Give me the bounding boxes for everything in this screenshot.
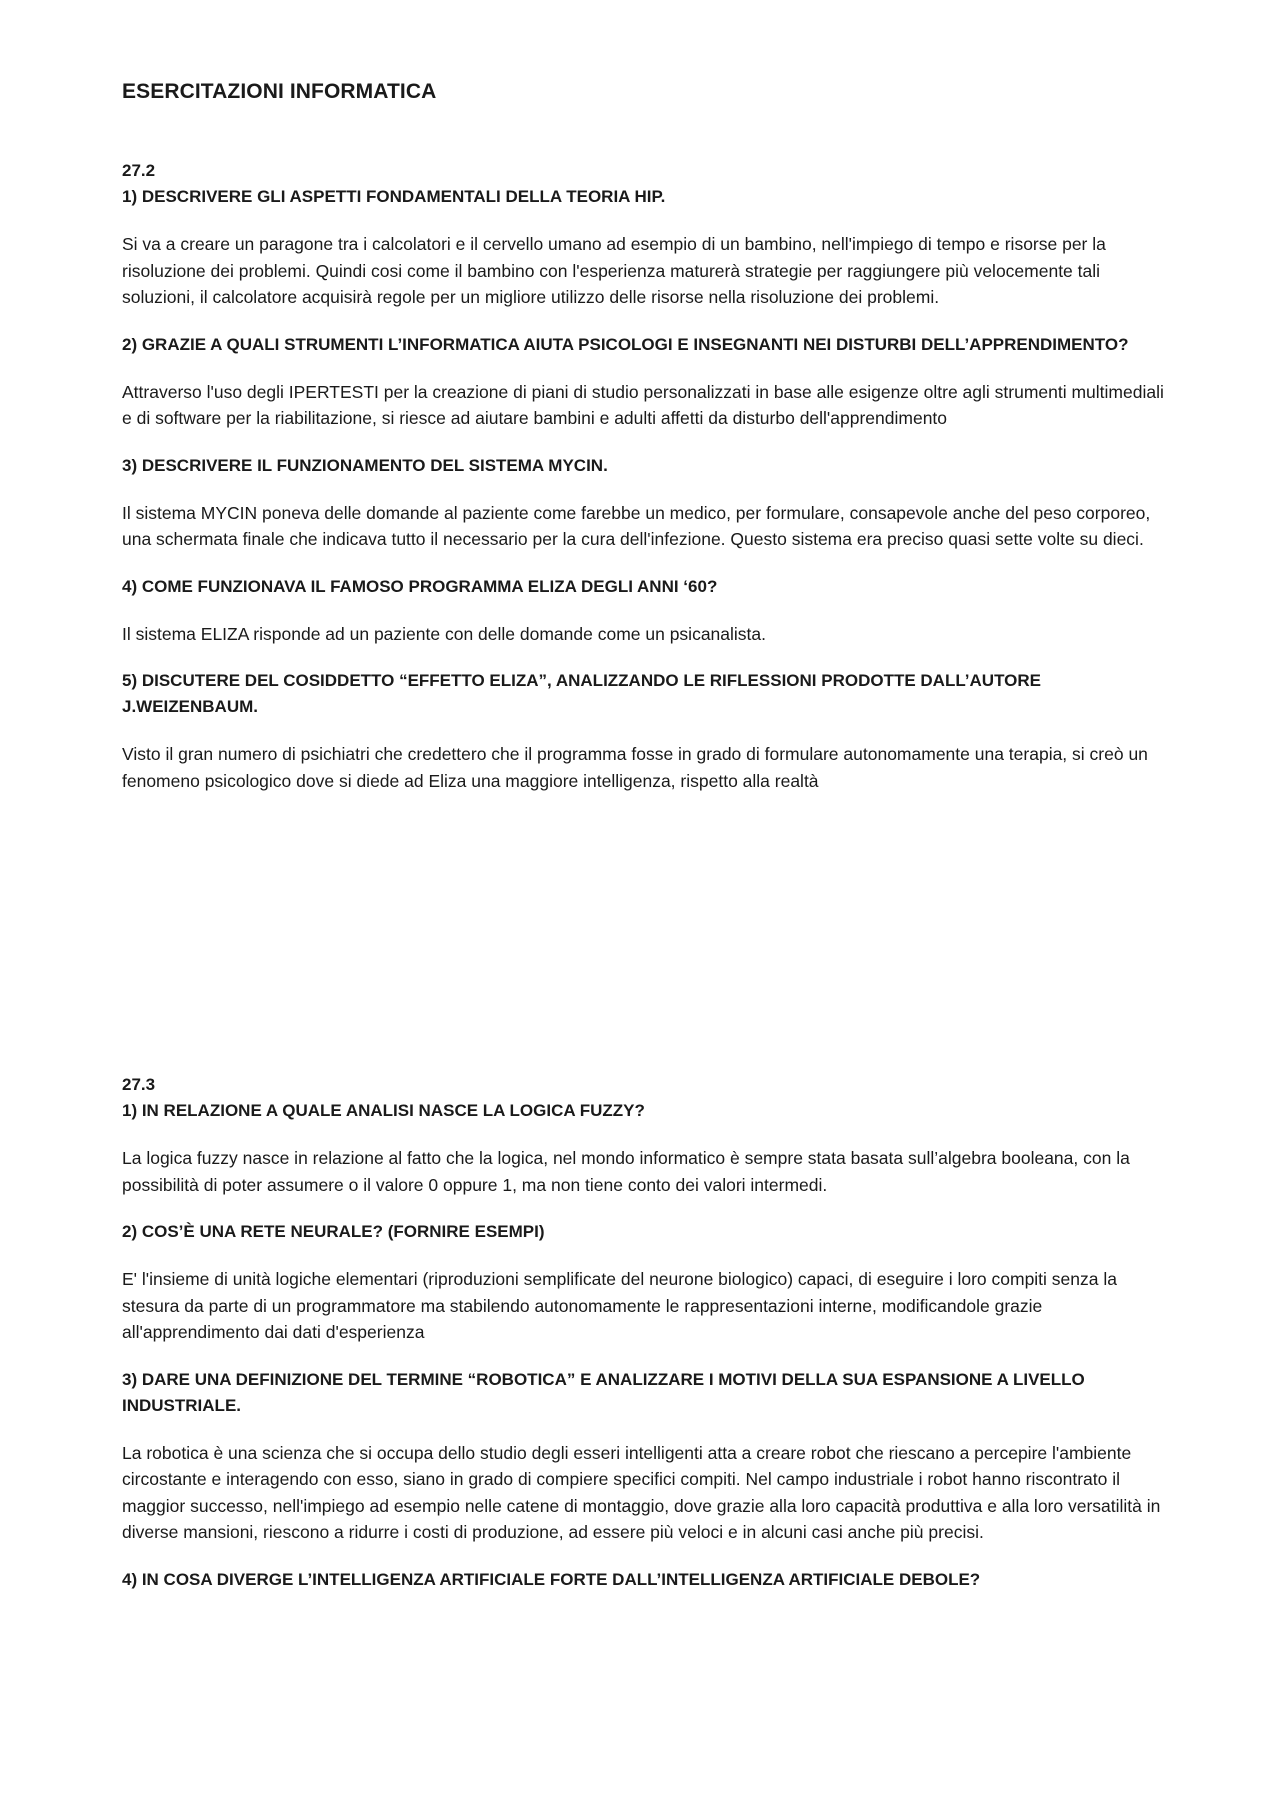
question: 3) DESCRIVERE IL FUNZIONAMENTO DEL SISTEMA MYCIN. xyxy=(122,455,608,475)
answer: La logica fuzzy nasce in relazione al fatto che la logica, nel mondo informatico è sempre stata basata sull’algebra booleana, con la possibilità di poter assumere o il valore 0 oppure 1, ma non tiene conto dei valori intermedi. xyxy=(122,1148,1130,1195)
question: 1) DESCRIVERE GLI ASPETTI FONDAMENTALI DELLA TEORIA HIP. xyxy=(122,187,666,206)
document-title: ESERCITAZIONI INFORMATICA xyxy=(122,80,437,103)
question: 3) DARE UNA DEFINIZIONE DEL TERMINE “ROBOTICA” E ANALIZZARE I MOTIVI DELLA SUA ESPANSIONE A LIVELLO INDUSTRIALE. xyxy=(122,1369,1085,1415)
answer: E' l'insieme di unità logiche elementari (riproduzioni semplificate del neurone biologico) capaci, di eseguire i loro compiti senza la stesura da parte di un programmatore ma stabilendo autonomamente le rappresentazioni interne, modificandole grazie all'apprendimento dai dati d'esperienza xyxy=(122,1269,1117,1342)
qa-item-3 xyxy=(122,1367,1172,1546)
qa-item-5 xyxy=(122,668,1172,794)
qa-item-2 xyxy=(122,1219,1172,1346)
answer: Attraverso l'uso degli IPERTESTI per la creazione di piani di studio personalizzati in base alle esigenze oltre agli strumenti multimediali e di software per la riabilitazione, si riesce ad aiutare bambini e adulti affetti da disturbo dell'apprendimento xyxy=(122,381,1164,428)
section-27-3 xyxy=(122,1072,1172,1614)
question: 2) COS’È UNA RETE NEURALE? (FORNIRE ESEMPI) xyxy=(122,1222,545,1241)
answer: Visto il gran numero di psichiatri che credettero che il programma fosse in grado di formulare autonomamente una terapia, si creò un fenomeno psicologico dove si diede ad Eliza una maggiore intelligenza, rispetto alla realtà xyxy=(122,744,1148,791)
question: 4) COME FUNZIONAVA IL FAMOSO PROGRAMMA ELIZA DEGLI ANNI ‘60? xyxy=(122,576,718,596)
answer: La robotica è una scienza che si occupa dello studio degli esseri intelligenti atta a creare robot che riescano a percepire l'ambiente circostante e interagendo con esso, siano in grado di compiere specifici compiti. Nel campo industriale i robot hanno riscontrato il maggior successo, nell'impiego ad esempio nelle catene di montaggio, dove grazie alla loro capacità produttiva e alla loro versatilità in diverse mansioni, riescono a ridurre i costi di produzione, ad essere più veloci e in alcuni casi anche più precisi. xyxy=(122,1442,1161,1542)
qa-item-1 xyxy=(122,184,1172,311)
question: 2) GRAZIE A QUALI STRUMENTI L’INFORMATICA AIUTA PSICOLOGI E INSEGNANTI NEI DISTURBI DELL’APPRENDIMENTO? xyxy=(122,334,1129,354)
section-27-2 xyxy=(122,158,1172,815)
qa-item-2 xyxy=(122,332,1172,432)
qa-item-4 xyxy=(122,1567,1172,1593)
qa-item-1 xyxy=(122,1098,1172,1198)
section-number: 27.2 xyxy=(122,161,156,180)
qa-item-4 xyxy=(122,574,1172,648)
answer: Si va a creare un paragone tra i calcolatori e il cervello umano ad esempio di un bambino, nell'impiego di tempo e risorse per la risoluzione dei problemi. Quindi cosi come il bambino con l'esperienza maturerà strategie per raggiungere più velocemente tali soluzioni, il calcolatore acquisirà regole per un migliore utilizzo delle risorse nella risoluzione dei problemi. xyxy=(122,234,1106,307)
question: 1) IN RELAZIONE A QUALE ANALISI NASCE LA LOGICA FUZZY? xyxy=(122,1101,645,1120)
answer: Il sistema MYCIN poneva delle domande al paziente come farebbe un medico, per formulare, consapevole anche del peso corporeo, una schermata finale che indicava tutto il necessario per la cura dell'infezione. Questo sistema era preciso quasi sette volte su dieci. xyxy=(122,502,1151,549)
section-number: 27.3 xyxy=(122,1075,156,1094)
question: 5) DISCUTERE DEL COSIDDETTO “EFFETTO ELIZA”, ANALIZZANDO LE RIFLESSIONI PRODOTTE DALL’AUTORE J.WEIZENBAUM. xyxy=(122,671,1041,716)
question: 4) IN COSA DIVERGE L’INTELLIGENZA ARTIFICIALE FORTE DALL’INTELLIGENZA ARTIFICIALE DEBOLE? xyxy=(122,1569,981,1589)
answer: Il sistema ELIZA risponde ad un paziente con delle domande come un psicanalista. xyxy=(122,623,766,644)
qa-item-3 xyxy=(122,453,1172,553)
